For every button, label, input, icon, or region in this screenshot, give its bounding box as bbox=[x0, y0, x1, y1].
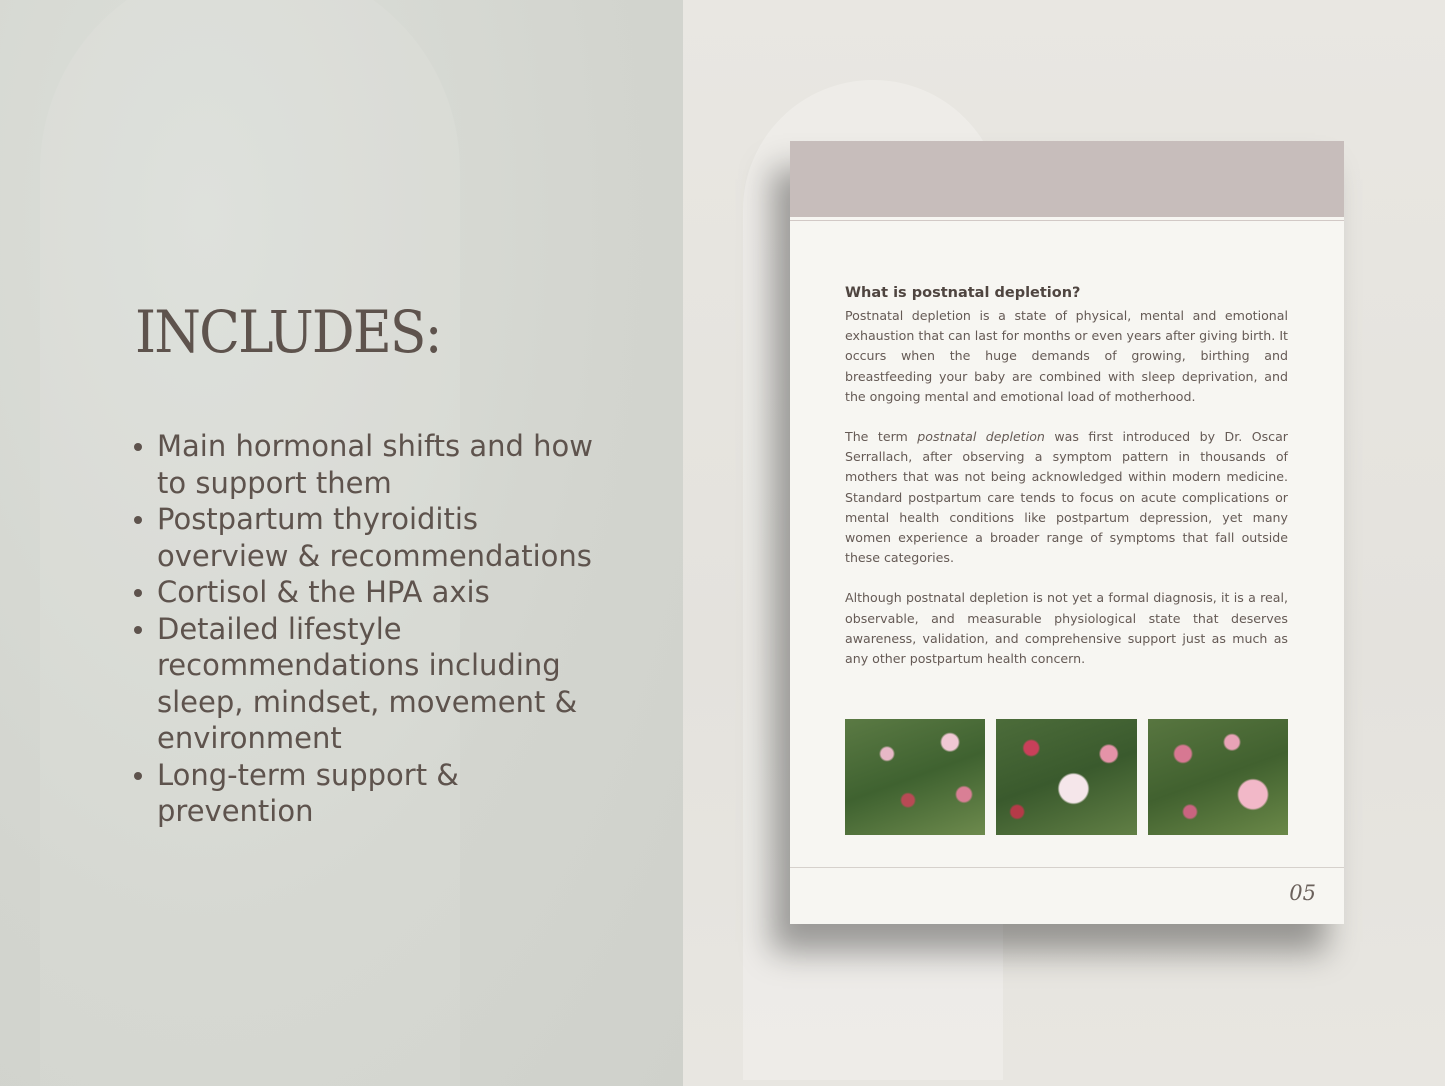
header-divider bbox=[790, 220, 1344, 221]
list-item: Long-term support & prevention bbox=[133, 757, 603, 830]
page-title: What is postnatal depletion? bbox=[845, 285, 1081, 301]
text: The term bbox=[845, 429, 918, 445]
includes-list bbox=[133, 428, 603, 830]
flower-photo bbox=[845, 719, 985, 835]
emphasis: postnatal depletion bbox=[917, 429, 1045, 445]
paragraph: Postnatal depletion is a state of physical, mental and emotional exhaustion that can last for months or even years after giving birth. It occurs when the huge demands of growing, birthing and breastfeeding your baby are combined with sleep deprivation, and the ongoing mental and emotional load of motherhood. bbox=[845, 308, 1288, 404]
flower-photo bbox=[1148, 719, 1288, 835]
flower-photo bbox=[996, 719, 1136, 835]
list-item: Detailed lifestyle recommendations including sleep, mindset, movement & environment bbox=[133, 611, 603, 757]
page-number: 05 bbox=[1289, 881, 1316, 905]
paragraph bbox=[845, 427, 1288, 568]
paragraph: Although postnatal depletion is not yet a formal diagnosis, it is a real, observable, and measurable physiological state that deserves awareness, validation, and comprehensive support just as much as any other postpartum health concern. bbox=[845, 590, 1288, 667]
includes-heading: INCLUDES: bbox=[135, 298, 441, 366]
document-page-mockup bbox=[790, 141, 1344, 924]
list-item: Cortisol & the HPA axis bbox=[133, 574, 603, 611]
text: was first introduced by Dr. Oscar Serrallach, after observing a symptom pattern in thousands of mothers that was not being acknowledged within modern medicine. Standard postpartum care tends to focus on acute complications or mental health conditions like postpartum depression, yet many women experience a broader range of symptoms that fall outside these categories. bbox=[845, 429, 1288, 566]
page-content bbox=[845, 284, 1288, 689]
footer-divider bbox=[790, 867, 1344, 868]
photo-row bbox=[845, 719, 1288, 835]
list-item: Main hormonal shifts and how to support them bbox=[133, 428, 603, 501]
header-band bbox=[790, 141, 1344, 217]
list-item: Postpartum thyroiditis overview & recommendations bbox=[133, 501, 603, 574]
left-panel bbox=[0, 0, 683, 1086]
